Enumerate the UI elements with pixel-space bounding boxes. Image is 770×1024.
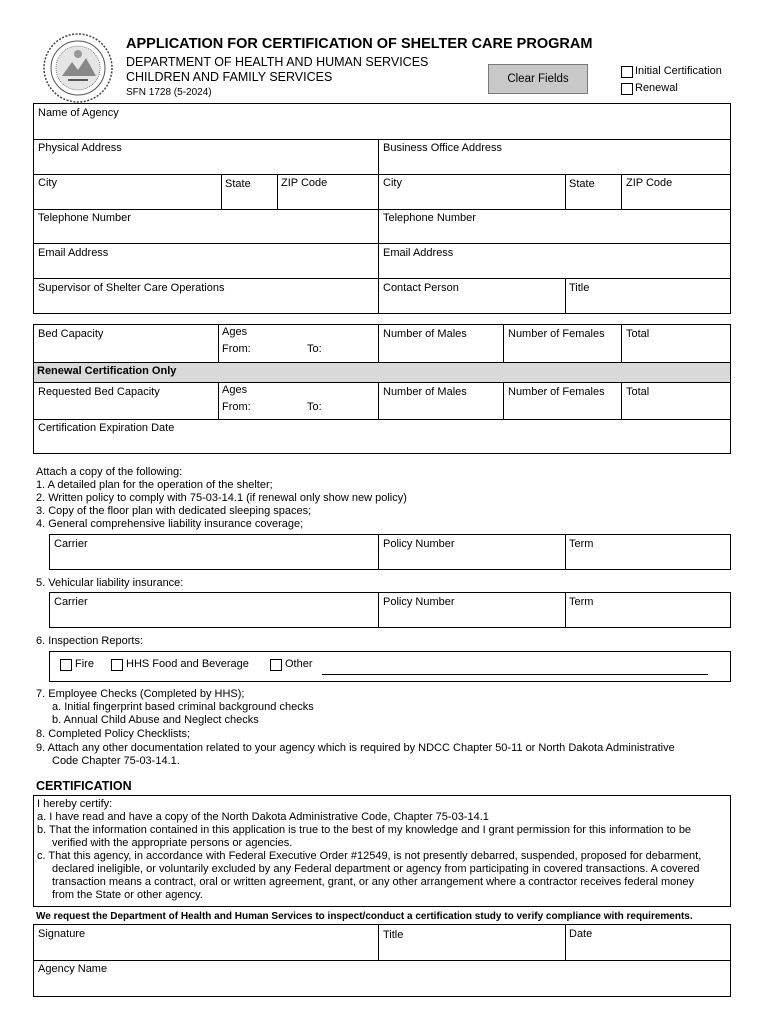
attach-item-2: 2. Written policy to comply with 75-03-14.1 (if renewal only show new policy) xyxy=(36,492,407,504)
contact-title-field[interactable]: Title xyxy=(569,282,590,294)
renewal-ages-from-field[interactable]: From: xyxy=(222,401,251,413)
division-name: CHILDREN AND FAMILY SERVICES xyxy=(126,70,333,84)
attach-item-6: 6. Inspection Reports: xyxy=(36,635,144,647)
certify-intro: I hereby certify: xyxy=(37,798,113,810)
attach-item-5: 5. Vehicular liability insurance: xyxy=(36,577,184,589)
attach-item-4: 4. General comprehensive liability insurance coverage; xyxy=(36,518,304,530)
general-term-field[interactable]: Term xyxy=(569,538,594,550)
hhs-food-label: HHS Food and Beverage xyxy=(126,658,249,670)
requested-bed-capacity-field[interactable]: Requested Bed Capacity xyxy=(38,386,160,398)
attach-item-1: 1. A detailed plan for the operation of the shelter; xyxy=(36,479,273,491)
signer-agency-name-field[interactable]: Agency Name xyxy=(38,963,108,975)
initial-certification-checkbox[interactable] xyxy=(621,66,633,78)
physical-city-field[interactable]: City xyxy=(38,177,57,189)
form-number: SFN 1728 (5-2024) xyxy=(126,87,212,98)
contact-person-field[interactable]: Contact Person xyxy=(383,282,459,294)
attach-item-7a: a. Initial fingerprint based criminal background checks xyxy=(52,701,314,713)
fire-checkbox[interactable] xyxy=(60,659,72,671)
bed-capacity-field[interactable]: Bed Capacity xyxy=(38,328,104,340)
initial-certification-label: Initial Certification xyxy=(635,65,722,77)
renewal-ages-label: Ages xyxy=(222,384,248,396)
attach-intro: Attach a copy of the following: xyxy=(36,466,183,478)
other-input[interactable] xyxy=(322,674,708,675)
physical-state-field[interactable]: State xyxy=(225,178,251,190)
total-field[interactable]: Total xyxy=(626,328,650,340)
attach-item-3: 3. Copy of the floor plan with dedicated sleeping spaces; xyxy=(36,505,312,517)
physical-zip-field[interactable]: ZIP Code xyxy=(281,177,328,189)
attach-item-9-cont: Code Chapter 75-03-14.1. xyxy=(52,755,180,767)
other-checkbox[interactable] xyxy=(270,659,282,671)
number-females-field[interactable]: Number of Females xyxy=(508,328,605,340)
business-telephone-field[interactable]: Telephone Number xyxy=(383,212,476,224)
certify-a: a. I have read and have a copy of the North Dakota Administrative Code, Chapter 75-03-14.1 xyxy=(37,811,489,823)
business-email-field[interactable]: Email Address xyxy=(383,247,454,259)
business-address-field[interactable]: Business Office Address xyxy=(383,142,503,154)
supervisor-field[interactable]: Supervisor of Shelter Care Operations xyxy=(38,282,225,294)
ages-from-field[interactable]: From: xyxy=(222,343,251,355)
agency-name-field[interactable]: Name of Agency xyxy=(38,107,119,119)
expiration-date-field[interactable]: Certification Expiration Date xyxy=(38,422,175,434)
certify-c-cont3: from the State or other agency. xyxy=(52,889,203,901)
attach-item-7: 7. Employee Checks (Completed by HHS); xyxy=(36,688,245,700)
renewal-ages-to-field[interactable]: To: xyxy=(307,401,322,413)
clear-fields-button[interactable]: Clear Fields xyxy=(488,64,588,94)
physical-address-field[interactable]: Physical Address xyxy=(38,142,122,154)
certification-heading: CERTIFICATION xyxy=(36,779,132,793)
inspection-request: We request the Department of Health and Human Services to inspect/conduct a certification study to verify compliance with requirements. xyxy=(36,911,693,922)
renewal-only-heading: Renewal Certification Only xyxy=(37,365,177,377)
renewal-checkbox[interactable] xyxy=(621,83,633,95)
renewal-label: Renewal xyxy=(635,82,678,94)
certify-b: b. That the information contained in this application is true to the best of my knowledge and I grant permission for this information to be xyxy=(37,824,692,836)
date-field[interactable]: Date xyxy=(569,928,593,940)
vehicular-carrier-field[interactable]: Carrier xyxy=(54,596,88,608)
ages-label: Ages xyxy=(222,326,248,338)
signer-title-field[interactable]: Title xyxy=(383,929,404,941)
number-males-field[interactable]: Number of Males xyxy=(383,328,467,340)
certify-c: c. That this agency, in accordance with Federal Executive Order #12549, is not presently debarred, suspended, proposed for debarment, xyxy=(37,850,702,862)
telephone-field[interactable]: Telephone Number xyxy=(38,212,131,224)
renewal-number-females-field[interactable]: Number of Females xyxy=(508,386,605,398)
business-zip-field[interactable]: ZIP Code xyxy=(626,177,673,189)
renewal-total-field[interactable]: Total xyxy=(626,386,650,398)
general-carrier-field[interactable]: Carrier xyxy=(54,538,88,550)
renewal-number-males-field[interactable]: Number of Males xyxy=(383,386,467,398)
certify-c-cont2: transaction means a contract, oral or written agreement, grant, or any other arrangement where a contractor receives federal money xyxy=(52,876,694,888)
email-field[interactable]: Email Address xyxy=(38,247,109,259)
signature-field[interactable]: Signature xyxy=(38,928,86,940)
vehicular-policy-number-field[interactable]: Policy Number xyxy=(383,596,455,608)
state-seal xyxy=(42,32,114,104)
business-city-field[interactable]: City xyxy=(383,177,402,189)
form-title: APPLICATION FOR CERTIFICATION OF SHELTER CARE PROGRAM xyxy=(126,36,593,52)
other-label: Other xyxy=(285,658,313,670)
department-name: DEPARTMENT OF HEALTH AND HUMAN SERVICES xyxy=(126,55,429,69)
ages-to-field[interactable]: To: xyxy=(307,343,322,355)
vehicular-term-field[interactable]: Term xyxy=(569,596,594,608)
hhs-food-checkbox[interactable] xyxy=(111,659,123,671)
certify-c-cont1: declared ineligible, or voluntarily excluded by any Federal department or agency from participating in covered transactions. A covered xyxy=(52,863,700,875)
attach-item-7b: b. Annual Child Abuse and Neglect checks xyxy=(52,714,259,726)
attach-item-8: 8. Completed Policy Checklists; xyxy=(36,728,191,740)
attach-item-9: 9. Attach any other documentation related to your agency which is required by NDCC Chapter 50-11 or North Dakota Administrative xyxy=(36,742,675,754)
certify-b-cont: verified with the appropriate persons or agencies. xyxy=(52,837,293,849)
general-policy-number-field[interactable]: Policy Number xyxy=(383,538,455,550)
fire-label: Fire xyxy=(75,658,94,670)
business-state-field[interactable]: State xyxy=(569,178,595,190)
